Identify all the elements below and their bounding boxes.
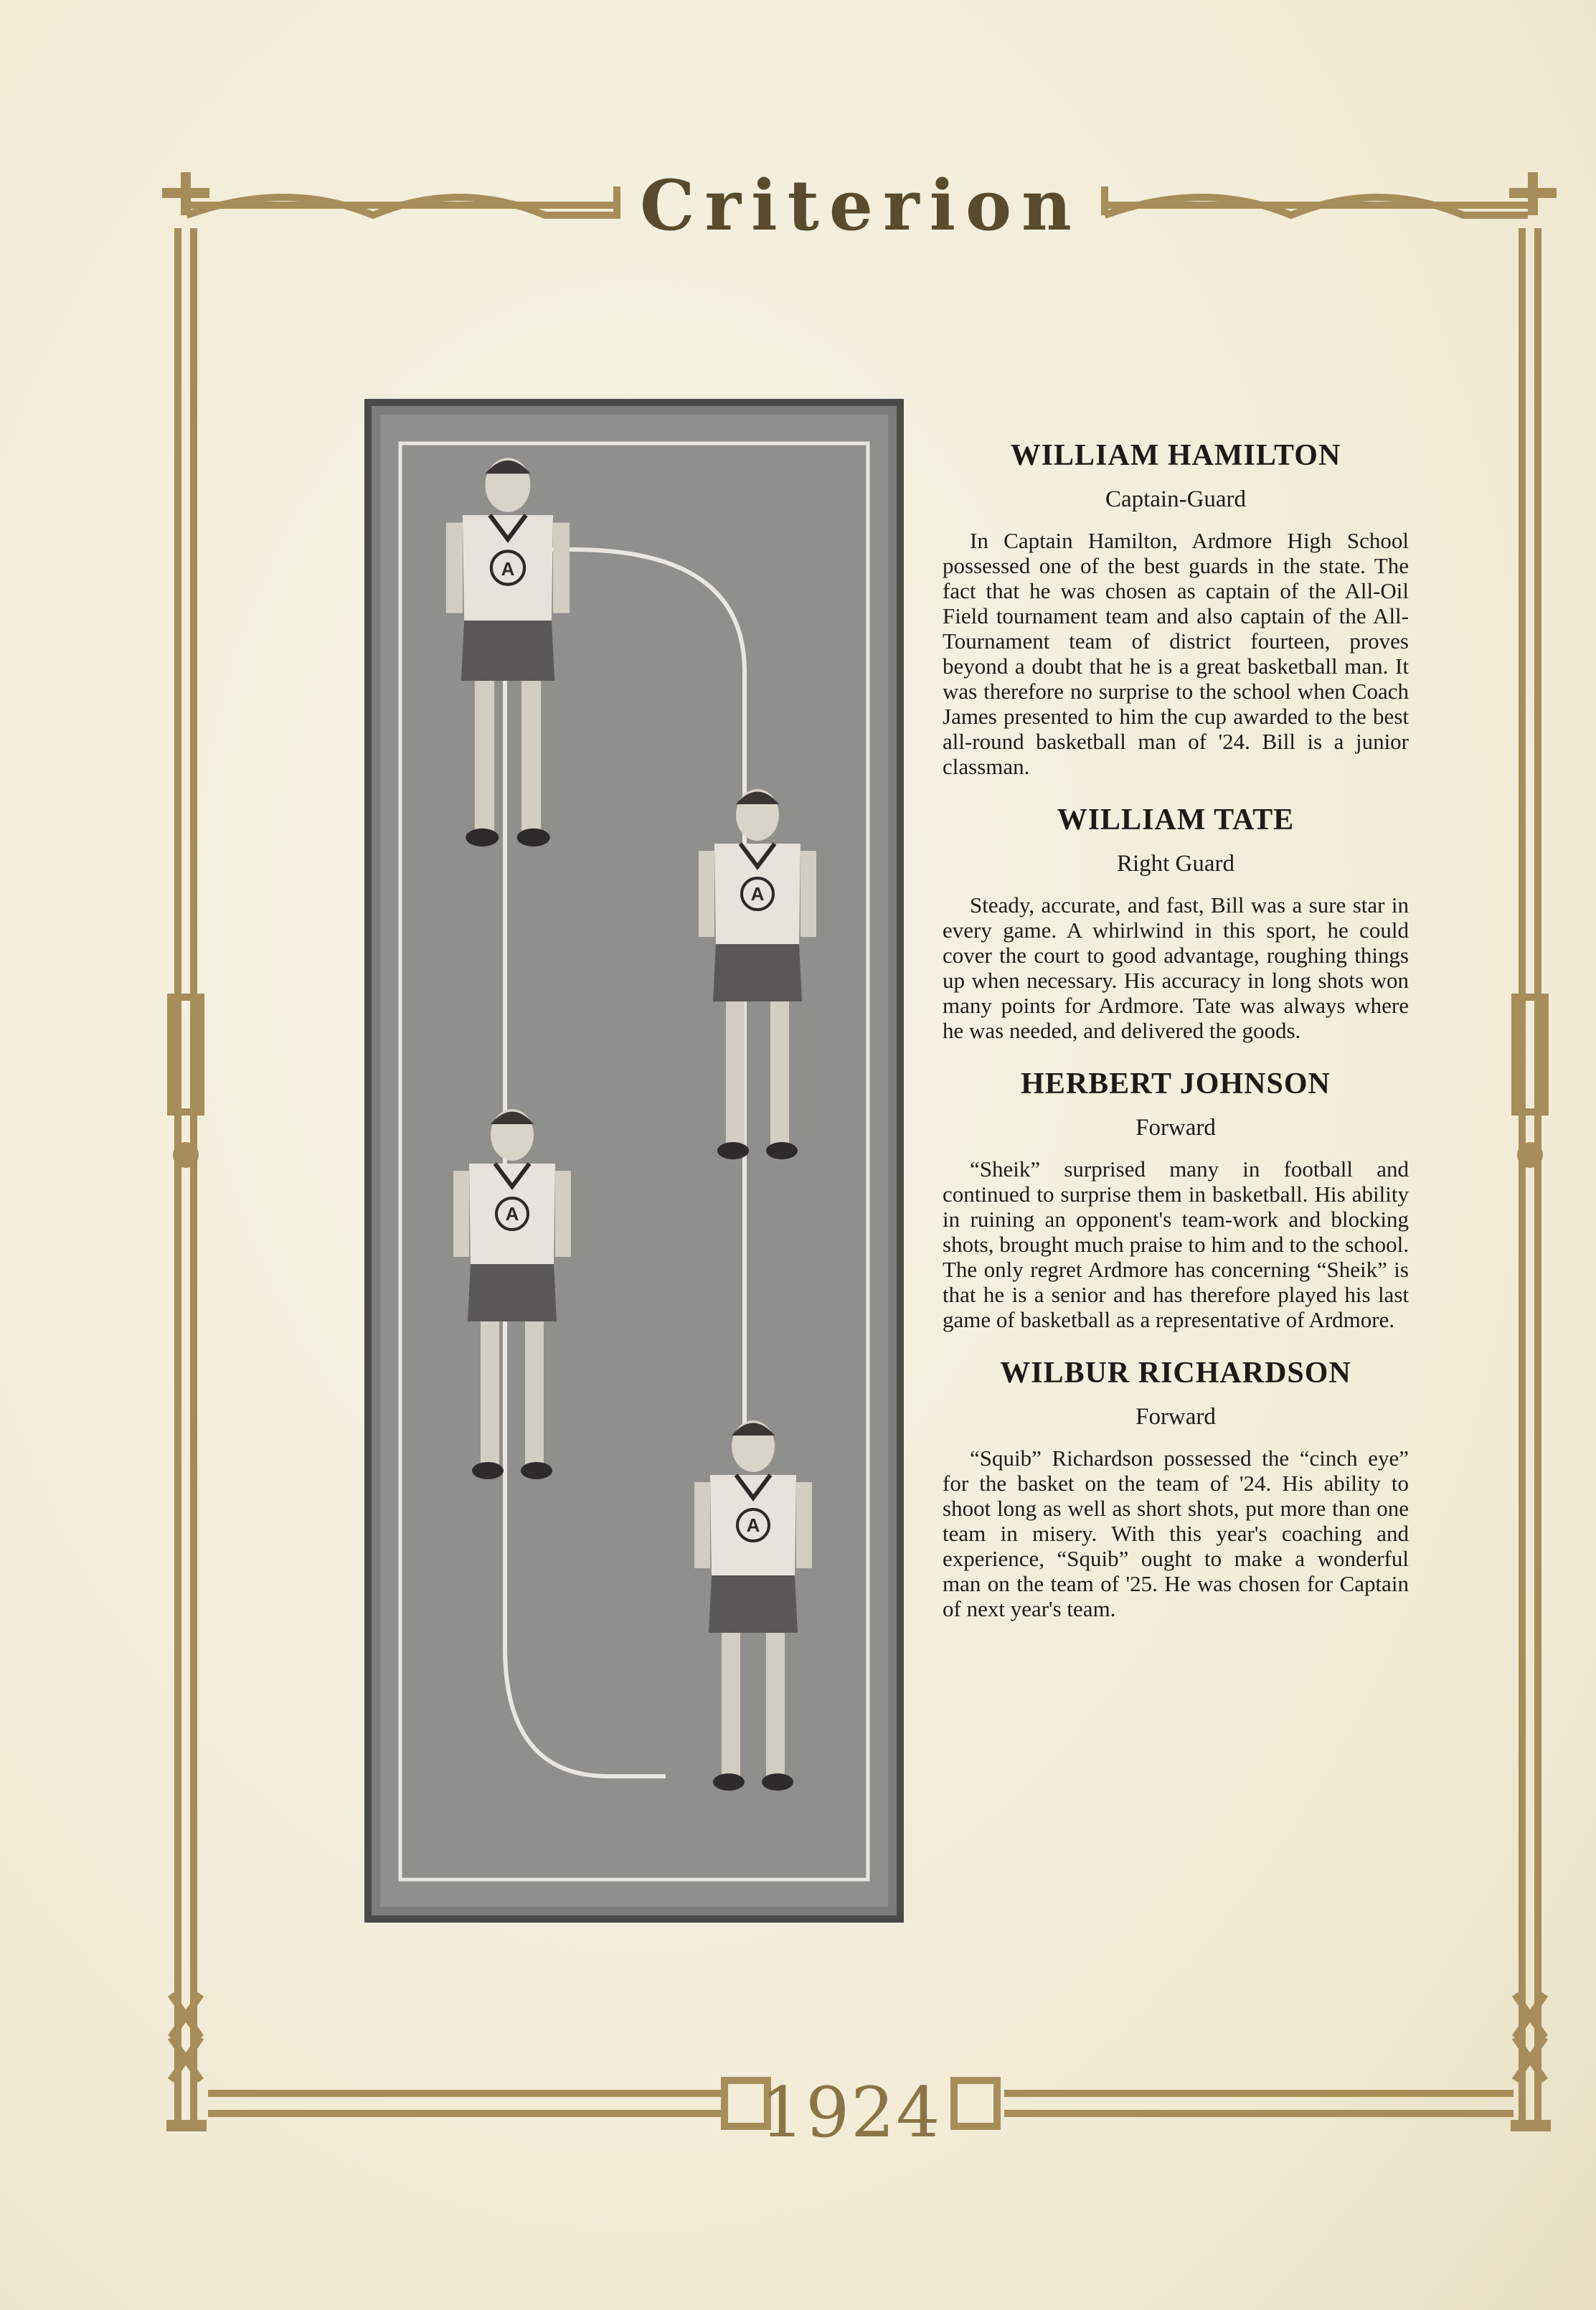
player-name: WILLIAM TATE: [1057, 803, 1295, 836]
player-position: Captain-Guard: [1105, 486, 1247, 512]
player-position: Right Guard: [1116, 851, 1235, 877]
player-bio: “Sheik” surprised many in football and continued to surprise them in basketball. His ability in ruining an opponent's team-work and blocking shots, brought much praise to him and to the school. The only regret Ardmore has concerning “Sheik” is that he is a senior and has therefore played his last game of basketball as a representative of Ardmore.: [943, 1156, 1409, 1332]
jersey-letter-2: A: [750, 883, 765, 905]
player-entry-richardson: [943, 1355, 1409, 1621]
header-title: Criterion: [640, 165, 1082, 246]
jersey-letter-3: A: [505, 1203, 519, 1225]
jersey-letter-1: A: [501, 558, 515, 580]
player-bio: Steady, accurate, and fast, Bill was a sure star in every game. A whirlwind in this sport, he could cover the court to good advantage, roughing things up when necessary. His accuracy in long shots won many points for Ardmore. Tate was always where he was needed, and delivered the goods.: [943, 892, 1409, 1043]
player-bios: [943, 438, 1409, 1644]
player-entry-tate: [943, 802, 1409, 1043]
team-photo-panel: [364, 399, 904, 1923]
team-photo: [364, 399, 904, 1923]
player-name: WILBUR RICHARDSON: [1000, 1357, 1351, 1390]
footer-year: 1924: [760, 2073, 942, 2153]
player-entry-hamilton: [943, 438, 1409, 779]
player-bio: In Captain Hamilton, Ardmore High School possessed one of the best guards in the state. The fact that he was chosen as captain of the All-Oil Field tournament team and also captain of the All-Tournament team of district fourteen, proves beyond a doubt that he is a great basketball man. It was therefore no surprise to the school when Coach James presented to him the cup awarded to the best all-round basketball man of '24. Bill is a junior classman.: [943, 528, 1409, 779]
jersey-letter-4: A: [746, 1514, 760, 1536]
player-name: HERBERT JOHNSON: [1021, 1067, 1331, 1100]
player-bio: “Squib” Richardson possessed the “cinch eye” for the basket on the team of '24. His ability to shoot long as well as short shots, put more than one team in misery. With this year's coaching and experience, “Squib” ought to make a wonderful man on the team of '25. He was chosen for Captain of next year's team.: [943, 1446, 1409, 1621]
player-entry-johnson: [943, 1066, 1409, 1332]
player-position: Forward: [1135, 1115, 1216, 1141]
player-name: WILLIAM HAMILTON: [1010, 439, 1341, 472]
player-position: Forward: [1135, 1404, 1216, 1430]
